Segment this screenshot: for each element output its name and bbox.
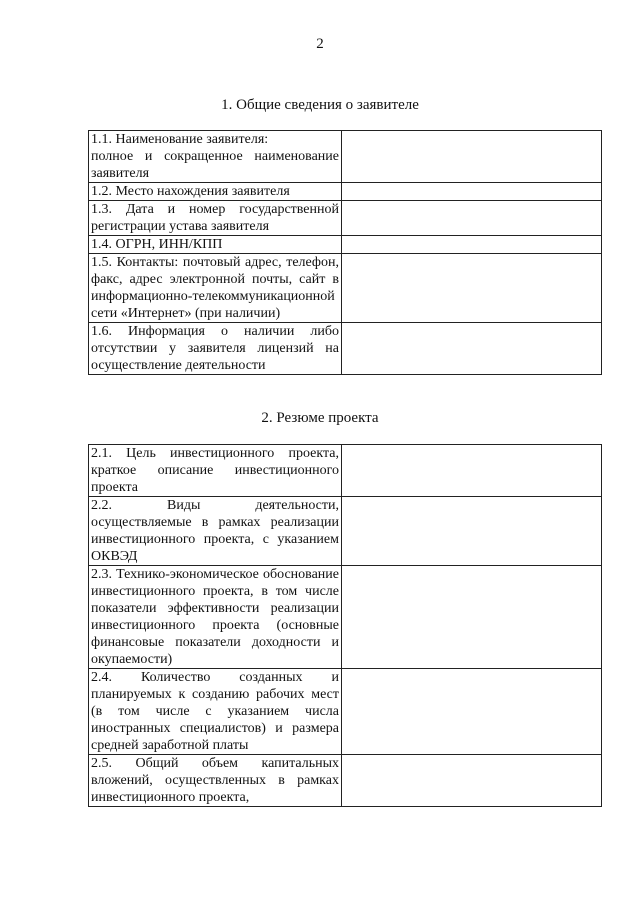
row-value-field[interactable] bbox=[342, 497, 602, 566]
row-label-applicant-name bbox=[89, 131, 342, 183]
section-title-project-summary: 2. Резюме проекта bbox=[261, 410, 379, 426]
row-label-registration-date-number: 1.3. Дата и номер государственной регистрации устава заявителя bbox=[89, 201, 342, 236]
table-row bbox=[89, 131, 602, 183]
row-value-field[interactable] bbox=[342, 131, 602, 183]
row-value-field[interactable] bbox=[342, 669, 602, 755]
row-label-ogrn-inn-kpp: 1.4. ОГРН, ИНН/КПП bbox=[89, 236, 342, 254]
table-row bbox=[89, 445, 602, 497]
row-value-field[interactable] bbox=[342, 323, 602, 375]
row-value-field[interactable] bbox=[342, 755, 602, 807]
row-label-text: 1.1. Наименование заявителя: полное и сокращенное наименование заявителя bbox=[91, 132, 339, 181]
page-number: 2 bbox=[316, 36, 324, 52]
applicant-info-table bbox=[88, 130, 602, 375]
row-value-field[interactable] bbox=[342, 183, 602, 201]
row-value-field[interactable] bbox=[342, 201, 602, 236]
row-value-field[interactable] bbox=[342, 566, 602, 669]
table-row bbox=[89, 254, 602, 323]
table-row bbox=[89, 497, 602, 566]
row-value-field[interactable] bbox=[342, 445, 602, 497]
project-summary-table bbox=[88, 444, 602, 807]
row-label-jobs-count: 2.4. Количество созданных и планируемых к созданию рабочих мест (в том числе с указанием числа иностранных специалистов) и размера средней заработной платы bbox=[89, 669, 342, 755]
table-row bbox=[89, 669, 602, 755]
row-label-project-goal: 2.1. Цель инвестиционного проекта, краткое описание инвестиционного проекта bbox=[89, 445, 342, 497]
row-value-field[interactable] bbox=[342, 254, 602, 323]
row-label-applicant-location: 1.2. Место нахождения заявителя bbox=[89, 183, 342, 201]
section-title-applicant-info: 1. Общие сведения о заявителе bbox=[221, 97, 419, 113]
table-row bbox=[89, 566, 602, 669]
row-label-licenses: 1.6. Информация о наличии либо отсутствии у заявителя лицензий на осуществление деятельности bbox=[89, 323, 342, 375]
table-row bbox=[89, 323, 602, 375]
row-label-capital-investment: 2.5. Общий объем капитальных вложений, осуществленных в рамках инвестиционного проекта, bbox=[89, 755, 342, 807]
table-row bbox=[89, 755, 602, 807]
row-label-activity-types: 2.2. Виды деятельности, осуществляемые в рамках реализации инвестиционного проекта, с указанием ОКВЭД bbox=[89, 497, 342, 566]
table-row bbox=[89, 183, 602, 201]
row-label-feasibility-study: 2.3. Технико-экономическое обоснование инвестиционного проекта, в том числе показатели эффективности реализации инвестиционного проекта (основные финансовые показатели доходности и окупаемости) bbox=[89, 566, 342, 669]
row-value-field[interactable] bbox=[342, 236, 602, 254]
table-row bbox=[89, 236, 602, 254]
row-label-contacts: 1.5. Контакты: почтовый адрес, телефон, факс, адрес электронной почты, сайт в информационно-телекоммуникационной сети «Интернет» (при наличии) bbox=[89, 254, 342, 323]
table-row bbox=[89, 201, 602, 236]
